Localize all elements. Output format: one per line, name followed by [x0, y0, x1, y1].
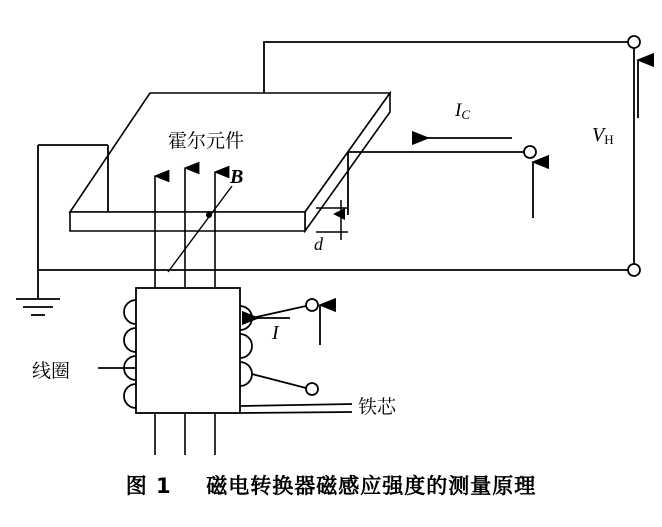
- coil-current-label: I: [272, 322, 279, 344]
- field-label: B: [230, 166, 244, 188]
- caption-number: 图 1: [125, 474, 172, 498]
- hall-voltage-symbol: V: [592, 124, 605, 146]
- ground-symbol: [16, 270, 60, 315]
- core-label: 铁芯: [358, 396, 397, 418]
- control-current-subscript: C: [461, 107, 470, 122]
- hall-element-label: 霍尔元件: [168, 130, 245, 152]
- hall-voltage-label: [592, 124, 614, 148]
- coil-core: [98, 288, 352, 413]
- coil-label: 线圈: [32, 360, 71, 382]
- thickness-label: d: [314, 234, 323, 254]
- hall-voltage-subscript: H: [604, 132, 614, 147]
- control-current-symbol: I: [455, 100, 462, 121]
- caption-text: 磁电转换器磁感应强度的测量原理: [206, 474, 537, 498]
- figure-caption: [0, 470, 662, 500]
- control-current-label: [455, 100, 470, 123]
